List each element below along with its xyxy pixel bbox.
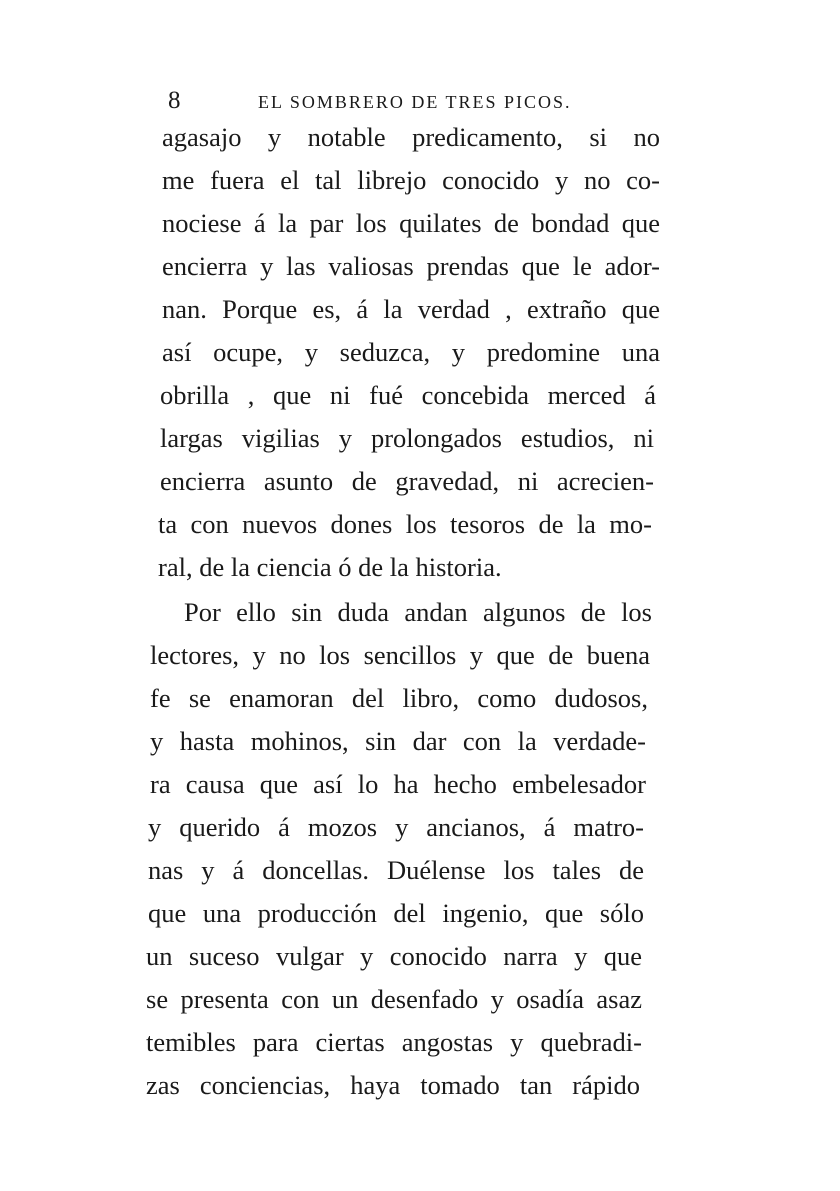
text-line: ra causa que así lo ha hecho embelesador bbox=[150, 769, 646, 799]
text-line: obrilla , que ni fué concebida merced á bbox=[160, 380, 656, 410]
text-line: encierra y las valiosas prendas que le ador- bbox=[162, 251, 660, 281]
text-line: temibles para ciertas angostas y quebradi- bbox=[146, 1027, 642, 1057]
text-line: me fuera el tal librejo conocido y no co- bbox=[162, 165, 660, 195]
text-line: nan. Porque es, á la verdad , extraño que bbox=[162, 294, 660, 324]
text-line: agasajo y notable predicamento, si no bbox=[162, 122, 660, 152]
running-head bbox=[160, 86, 680, 116]
page-number: 8 bbox=[168, 87, 181, 114]
text-line: Por ello sin duda andan algunos de los bbox=[184, 597, 652, 627]
text-line: un suceso vulgar y conocido narra y que bbox=[146, 941, 642, 971]
text-line: fe se enamoran del libro, como dudosos, bbox=[150, 683, 648, 713]
text-line: ral, de la ciencia ó de la historia. bbox=[158, 552, 502, 582]
running-title: EL SOMBRERO DE TRES PICOS. bbox=[258, 92, 572, 112]
text-line: nociese á la par los quilates de bondad que bbox=[162, 208, 660, 238]
text-line: se presenta con un desenfado y osadía asaz bbox=[146, 984, 642, 1014]
text-line: y querido á mozos y ancianos, á matro- bbox=[148, 812, 644, 842]
text-line: encierra asunto de gravedad, ni acrecien- bbox=[160, 466, 654, 496]
text-line: ta con nuevos dones los tesoros de la mo- bbox=[158, 509, 652, 539]
text-line: que una producción del ingenio, que sólo bbox=[148, 898, 644, 928]
text-line: así ocupe, y seduzca, y predomine una bbox=[162, 337, 660, 367]
text-line: nas y á doncellas. Duélense los tales de bbox=[148, 855, 644, 885]
text-line: zas conciencias, haya tomado tan rápido bbox=[146, 1070, 640, 1100]
text-line: largas vigilias y prolongados estudios, ni bbox=[160, 423, 654, 453]
text-line: lectores, y no los sencillos y que de buena bbox=[150, 640, 650, 670]
text-line: y hasta mohinos, sin dar con la verdade- bbox=[150, 726, 646, 756]
